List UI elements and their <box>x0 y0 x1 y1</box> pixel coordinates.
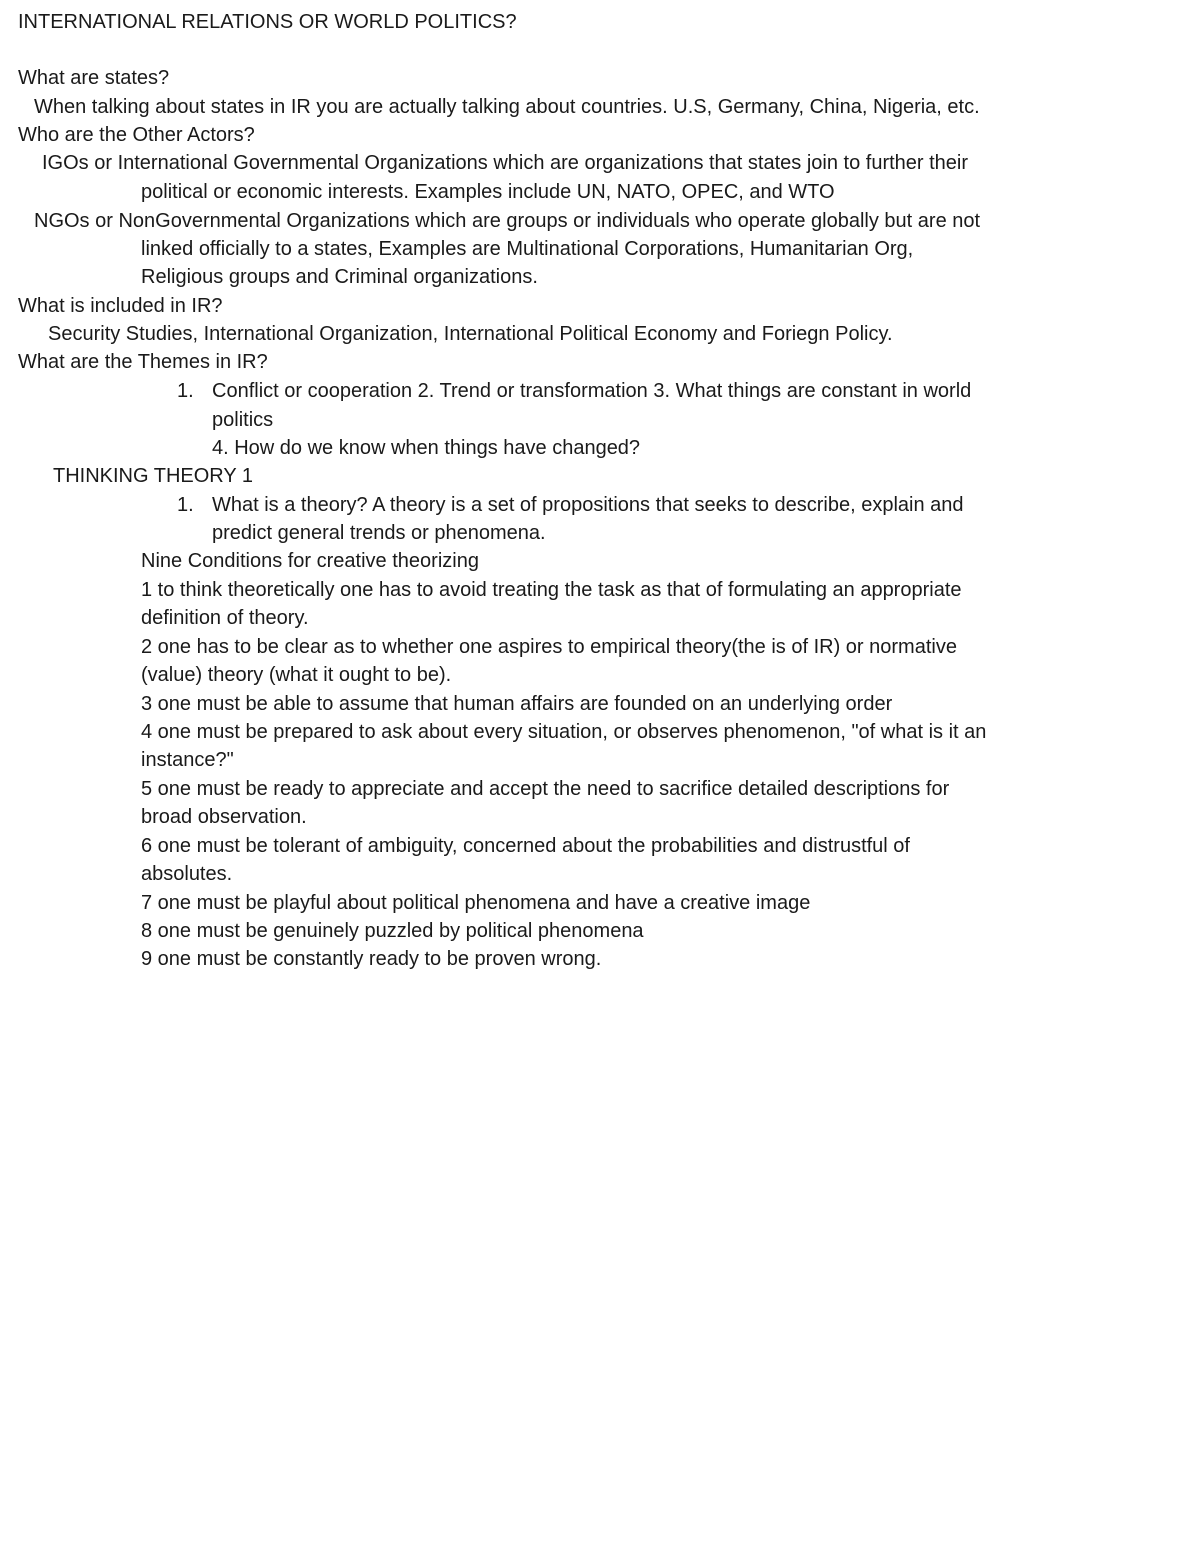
ngo-line-2: linked officially to a states, Examples are Multinational Corporations, Humanitarian Org, <box>141 238 914 260</box>
condition-line: 6 one must be tolerant of ambiguity, concerned about the probabilities and distrustful of <box>141 835 910 857</box>
condition-line: 5 one must be ready to appreciate and accept the need to sacrifice detailed descriptions for <box>141 778 950 800</box>
conditions-heading: Nine Conditions for creative theorizing <box>141 550 479 572</box>
themes-question: What are the Themes in IR? <box>18 351 268 373</box>
themes-line-3: 4. How do we know when things have changed? <box>212 437 641 459</box>
states-question: What are states? <box>18 67 170 89</box>
themes-line-1: Conflict or cooperation 2. Trend or transformation 3. What things are constant in world <box>212 380 972 402</box>
theory-heading: THINKING THEORY 1 <box>53 465 254 487</box>
condition-line: 3 one must be able to assume that human affairs are founded on an underlying order <box>141 693 893 715</box>
condition-line: absolutes. <box>141 863 233 885</box>
condition-line: (value) theory (what it ought to be). <box>141 664 452 686</box>
igo-line-2: political or economic interests. Examples include UN, NATO, OPEC, and WTO <box>141 181 835 203</box>
theory-line-1: What is a theory? A theory is a set of propositions that seeks to describe, explain and <box>212 494 964 516</box>
condition-line: broad observation. <box>141 806 307 828</box>
states-answer: When talking about states in IR you are actually talking about countries. U.S, Germany, China, Nigeria, etc. <box>34 96 980 118</box>
included-question: What is included in IR? <box>18 295 223 317</box>
condition-line: 2 one has to be clear as to whether one aspires to empirical theory(the is of IR) or normative <box>141 636 957 658</box>
ngo-line-3: Religious groups and Criminal organizations. <box>141 266 538 288</box>
theory-line-2: predict general trends or phenomena. <box>212 522 546 544</box>
igo-line-1: IGOs or International Governmental Organizations which are organizations that states join to further their <box>42 152 969 174</box>
themes-line-2: politics <box>212 409 274 431</box>
actors-question: Who are the Other Actors? <box>18 124 255 146</box>
condition-line: 8 one must be genuinely puzzled by political phenomena <box>141 920 644 942</box>
condition-line: instance?" <box>141 749 234 771</box>
condition-line: 4 one must be prepared to ask about every situation, or observes phenomenon, "of what is it an <box>141 721 987 743</box>
condition-line: 9 one must be constantly ready to be proven wrong. <box>141 948 602 970</box>
themes-list-number: 1. <box>177 380 194 402</box>
included-answer: Security Studies, International Organization, International Political Economy and Foriegn Policy. <box>48 323 893 345</box>
condition-line: 1 to think theoretically one has to avoid treating the task as that of formulating an appropriate <box>141 579 962 601</box>
condition-line: definition of theory. <box>141 607 309 629</box>
ngo-line-1: NGOs or NonGovernmental Organizations which are groups or individuals who operate globally but are not <box>34 210 981 232</box>
document-title: INTERNATIONAL RELATIONS OR WORLD POLITICS? <box>18 11 517 33</box>
theory-list-number: 1. <box>177 494 194 516</box>
condition-line: 7 one must be playful about political phenomena and have a creative image <box>141 892 811 914</box>
